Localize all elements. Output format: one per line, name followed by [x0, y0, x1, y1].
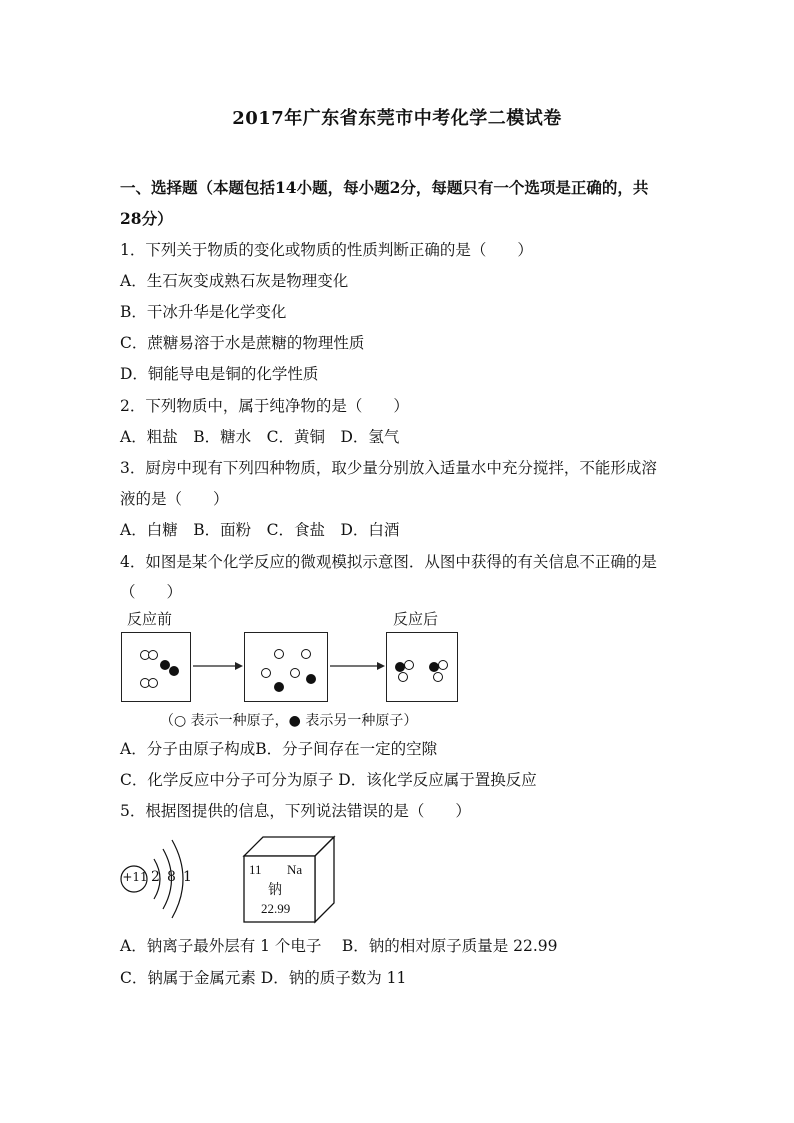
q1-option-b: B．干冰升华是化学变化 [120, 303, 287, 321]
before-label: 反应前 [127, 610, 173, 628]
white-atom [148, 678, 158, 688]
q1-option-c: C．蔗糖易溶于水是蔗糖的物理性质 [120, 334, 365, 352]
arrow-1 [193, 660, 243, 672]
arrow-2 [330, 660, 385, 672]
black-atom [274, 682, 284, 692]
shell-3-electrons: 1 [183, 869, 192, 885]
white-atom [438, 660, 448, 670]
q1-option-a: A．生石灰变成熟石灰是物理变化 [120, 272, 349, 290]
white-atom [290, 668, 300, 678]
atomic-mass: 22.99 [261, 901, 291, 916]
q3-stem: 3．厨房中现有下列四种物质，取少量分别放入适量水中充分搅拌，不能形成溶 [120, 459, 657, 477]
section-heading: 一、选择题（本题包括14小题，每小题2分，每题只有一个选项是正确的，共 [120, 178, 649, 197]
diagram-legend: （○ 表示一种原子，● 表示另一种原子） [160, 713, 418, 729]
q1-option-d: D．铜能导电是铜的化学性质 [120, 365, 319, 383]
nucleus-charge: +11 [122, 870, 148, 884]
products-box [386, 632, 458, 702]
q3-stem-cont: 液的是（ ） [120, 490, 229, 508]
element-symbol: Na [287, 862, 303, 877]
white-atom [261, 668, 271, 678]
q4-stem-cont: （ ） [120, 583, 183, 601]
q2-options: A．粗盐 B．糖水 C．黄铜 D．氢气 [120, 428, 400, 446]
q2-stem: 2．下列物质中，属于纯净物的是（ ） [120, 397, 409, 415]
white-atom [274, 649, 284, 659]
q5-options-ab: A．钠离子最外层有 1 个电子 B．钠的相对原子质量是 22.99 [120, 937, 558, 955]
reactants-box [121, 632, 191, 702]
q5-options-cd: C．钠属于金属元素 D．钠的质子数为 11 [120, 969, 407, 987]
element-name: 钠 [268, 882, 282, 898]
q5-stem: 5．根据图提供的信息，下列说法错误的是（ ） [120, 802, 471, 820]
section-heading-cont: 28分） [120, 209, 173, 228]
q4-stem: 4．如图是某个化学反应的微观模拟示意图．从图中获得的有关信息不正确的是 [120, 553, 657, 571]
page-title: 2017年广东省东莞市中考化学二模试卷 [232, 108, 562, 129]
q3-options: A．白糖 B．面粉 C．食盐 D．白酒 [120, 521, 400, 539]
shell-2-electrons: 8 [167, 869, 176, 885]
q1-stem: 1．下列关于物质的变化或物质的性质判断正确的是（ ） [120, 241, 533, 259]
atomic-number: 11 [249, 862, 262, 877]
black-atom [306, 674, 316, 684]
white-atom [398, 672, 408, 682]
after-label: 反应后 [393, 610, 439, 628]
white-atom [404, 660, 414, 670]
q4-options-ab: A．分子由原子构成B．分子间存在一定的空隙 [120, 740, 438, 758]
intermediate-box [244, 632, 328, 702]
white-atom [148, 650, 158, 660]
black-atom [169, 666, 179, 676]
white-atom [433, 672, 443, 682]
shell-1-electrons: 2 [151, 869, 160, 885]
white-atom [301, 649, 311, 659]
q4-options-cd: C．化学反应中分子可分为原子 D．该化学反应属于置换反应 [120, 771, 537, 789]
